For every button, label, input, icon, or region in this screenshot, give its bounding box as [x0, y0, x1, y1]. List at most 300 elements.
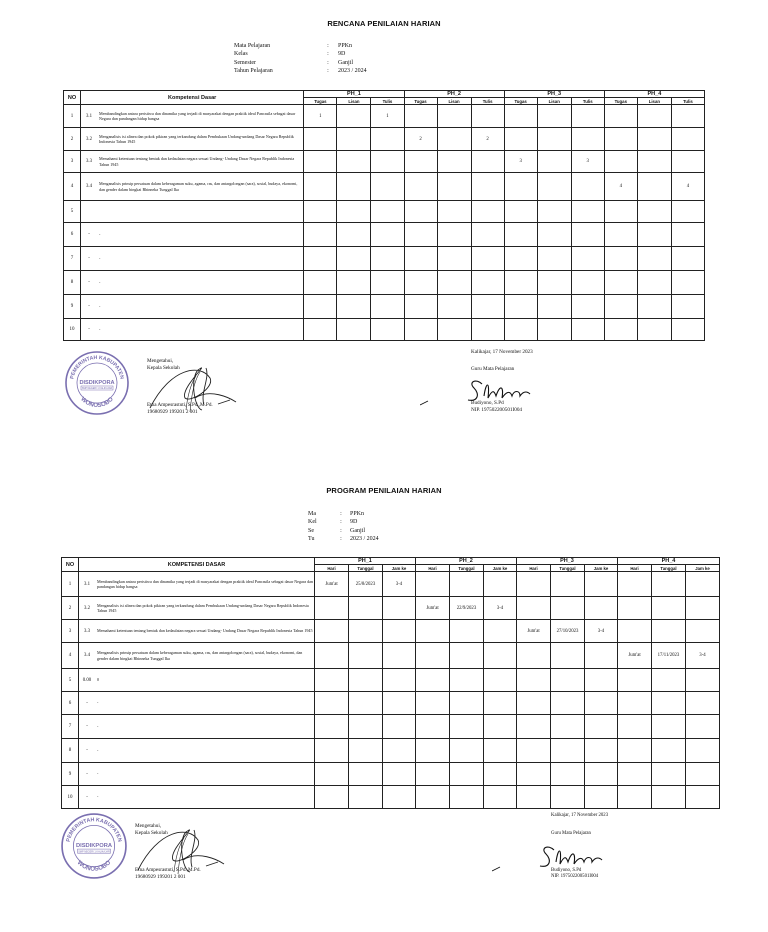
- score-cell: [404, 247, 437, 271]
- score-cell: [404, 173, 437, 201]
- kd-wrap: [81, 134, 303, 145]
- svg-text:PEMERINTAH KABUPATEN: PEMERINTAH KABUPATEN: [69, 354, 125, 380]
- table-row: [62, 572, 720, 597]
- col-subheader: Tulis: [671, 98, 704, 105]
- score-cell: [551, 597, 585, 620]
- kd-description: Memahami ketentuan tentang bentuk dan kedaulatan negara sesuai Undang- Undang Dasar Negara Republik Indonesia Tahun 1945: [97, 628, 313, 634]
- score-cell: [315, 643, 349, 669]
- score-cell: [337, 223, 371, 247]
- score-cell: 1: [304, 105, 337, 128]
- score-cell: [618, 739, 652, 763]
- score-cell: [571, 247, 604, 271]
- table-row: [64, 319, 705, 341]
- score-cell: [652, 763, 686, 786]
- left-signature-block: [147, 358, 213, 416]
- score-cell: [517, 786, 551, 809]
- score-cell: [537, 295, 571, 319]
- score-cell: [537, 151, 571, 173]
- header-row: [64, 91, 705, 98]
- score-cell: [604, 271, 637, 295]
- score-cell: [571, 271, 604, 295]
- col-header-kd: Kompetensi Dasar: [81, 91, 304, 105]
- score-cell: [450, 572, 484, 597]
- score-cell: [571, 173, 604, 201]
- kd-cell: [79, 739, 315, 763]
- kd-cell: [81, 201, 304, 223]
- score-cell: [349, 620, 383, 643]
- score-cell: [371, 173, 404, 201]
- score-cell: [484, 786, 517, 809]
- score-cell: [604, 295, 637, 319]
- score-cell: [349, 643, 383, 669]
- score-cell: [337, 105, 371, 128]
- svg-text:PEMERINTAH KABUPATEN: PEMERINTAH KABUPATEN: [65, 817, 123, 843]
- score-cell: [537, 247, 571, 271]
- table-row: [64, 128, 705, 151]
- kd-cell: [81, 223, 304, 247]
- score-cell: [315, 597, 349, 620]
- score-cell: [304, 173, 337, 201]
- score-cell: [618, 715, 652, 739]
- headmaster-name: Etna Ampesrastuti, S.Pd.,M.Pd.: [135, 867, 201, 873]
- score-cell: [686, 692, 720, 715]
- headmaster-nip: 19680929 199201 2 001: [147, 409, 198, 415]
- score-cell: [671, 105, 704, 128]
- row-number: 5: [64, 201, 81, 223]
- score-cell: [404, 319, 437, 341]
- row-number: 6: [62, 692, 79, 715]
- score-cell: [618, 669, 652, 692]
- col-header-kd: KOMPETENSI DASAR: [79, 558, 315, 572]
- kd-number: -: [86, 794, 88, 800]
- score-cell: [652, 786, 686, 809]
- score-cell: [304, 128, 337, 151]
- score-cell: [450, 786, 484, 809]
- score-cell: [537, 201, 571, 223]
- kd-number: 3.3: [84, 628, 90, 634]
- kd-number: -: [88, 256, 90, 261]
- kd-number: 3.3: [86, 159, 93, 164]
- score-cell: [637, 271, 671, 295]
- score-cell: [471, 105, 504, 128]
- kd-description: -: [99, 255, 101, 261]
- col-subheader: Hari: [315, 565, 349, 572]
- score-cell: [337, 271, 371, 295]
- place-date: Kalikajar, 17 November 2023: [471, 349, 533, 355]
- col-subheader: Tulis: [471, 98, 504, 105]
- score-cell: [618, 597, 652, 620]
- kd-wrap: [79, 677, 314, 682]
- col-subheader: Lisan: [537, 98, 571, 105]
- svg-text:DISDIKPORA: DISDIKPORA: [75, 843, 113, 850]
- row-number: 6: [64, 223, 81, 247]
- kd-wrap: [79, 794, 314, 799]
- col-subheader: Tulis: [371, 98, 404, 105]
- headmaster-nip: 19680929 199201 2 001: [135, 874, 186, 880]
- col-header-ph: PH_2: [416, 558, 517, 565]
- score-cell: [618, 763, 652, 786]
- score-cell: [337, 173, 371, 201]
- kd-number: 3.4: [86, 184, 93, 189]
- svg-text:SMP NEGERI 1 KALIKAJAR: SMP NEGERI 1 KALIKAJAR: [78, 850, 110, 854]
- score-cell: [537, 173, 571, 201]
- score-cell: [686, 739, 720, 763]
- col-subheader: Tanggal: [450, 565, 484, 572]
- row-number: 3: [62, 620, 79, 643]
- row-number: 7: [64, 247, 81, 271]
- score-cell: [416, 643, 450, 669]
- left-signature-block: [135, 823, 201, 881]
- score-cell: [383, 620, 416, 643]
- col-header-ph: PH_4: [604, 91, 704, 98]
- score-cell: 27/10/2023: [551, 620, 585, 643]
- svg-text:WONOSOBO: WONOSOBO: [75, 859, 113, 873]
- score-cell: [484, 692, 517, 715]
- kd-description: -: [99, 326, 101, 332]
- svg-text:SMP NEGERI 1 KALIKAJAR: SMP NEGERI 1 KALIKAJAR: [81, 387, 113, 391]
- score-cell: [537, 105, 571, 128]
- score-cell: [571, 319, 604, 341]
- teacher-nip: NIP. 197502200501I004: [471, 407, 523, 413]
- score-cell: 3: [571, 151, 604, 173]
- table-row: [64, 173, 705, 201]
- score-cell: [637, 295, 671, 319]
- score-cell: [604, 201, 637, 223]
- score-cell: [471, 271, 504, 295]
- table-row: [64, 271, 705, 295]
- row-number: 1: [62, 572, 79, 597]
- kd-wrap: [81, 156, 303, 167]
- score-cell: [471, 151, 504, 173]
- score-cell: [585, 715, 618, 739]
- score-cell: [416, 763, 450, 786]
- score-cell: 2: [471, 128, 504, 151]
- row-number: 8: [62, 739, 79, 763]
- score-cell: [517, 669, 551, 692]
- score-cell: [371, 247, 404, 271]
- score-cell: Jum'at: [618, 643, 652, 669]
- score-cell: [484, 620, 517, 643]
- score-cell: 3-4: [686, 643, 720, 669]
- score-cell: 17/11/2023: [652, 643, 686, 669]
- score-cell: [450, 669, 484, 692]
- score-cell: [671, 223, 704, 247]
- kd-wrap: [81, 280, 303, 285]
- table-row: [62, 643, 720, 669]
- kd-cell: [81, 151, 304, 173]
- score-cell: [371, 151, 404, 173]
- score-cell: [604, 319, 637, 341]
- info-row: Mata Pelajaran : PPKn: [234, 43, 353, 49]
- school-stamp: [64, 350, 130, 416]
- kd-cell: [79, 786, 315, 809]
- col-subheader: Hari: [517, 565, 551, 572]
- col-subheader: Tanggal: [652, 565, 686, 572]
- score-cell: [504, 128, 537, 151]
- kd-description: -: [97, 747, 99, 753]
- table-row: [64, 223, 705, 247]
- score-cell: [637, 247, 671, 271]
- score-cell: [517, 643, 551, 669]
- col-subheader: Jam ke: [585, 565, 618, 572]
- program-info-block: [308, 510, 379, 543]
- kd-wrap: [79, 650, 314, 661]
- known-label: Mengetahui,: [147, 358, 174, 364]
- score-cell: [551, 572, 585, 597]
- kd-cell: [79, 692, 315, 715]
- kd-cell: [79, 643, 315, 669]
- kd-wrap: [81, 327, 303, 332]
- kd-description: Menganalisis isi alinea dan pokok pikiran yang terkandung dalam Pembukaan Undang-undang Dasar Negara Republik Indonesia Tahun 1945: [97, 602, 309, 613]
- kd-number: -: [88, 280, 90, 285]
- score-cell: [404, 105, 437, 128]
- score-cell: [437, 151, 471, 173]
- program-table: [61, 557, 720, 809]
- row-number: 8: [64, 271, 81, 295]
- score-cell: [517, 572, 551, 597]
- score-cell: [371, 295, 404, 319]
- table-row: [62, 669, 720, 692]
- col-subheader: Tugas: [404, 98, 437, 105]
- score-cell: [337, 151, 371, 173]
- score-cell: [416, 620, 450, 643]
- score-cell: [551, 739, 585, 763]
- score-cell: [315, 620, 349, 643]
- score-cell: [315, 669, 349, 692]
- row-number: 7: [62, 715, 79, 739]
- score-cell: [604, 105, 637, 128]
- score-cell: [637, 319, 671, 341]
- score-cell: [450, 643, 484, 669]
- score-cell: [484, 715, 517, 739]
- score-cell: [671, 151, 704, 173]
- rencana-info-block: [234, 42, 367, 75]
- score-cell: [450, 620, 484, 643]
- score-cell: [504, 295, 537, 319]
- kd-number: -: [86, 748, 88, 753]
- score-cell: [484, 643, 517, 669]
- kd-description: -: [97, 700, 99, 706]
- score-cell: [304, 271, 337, 295]
- col-subheader: Tanggal: [349, 565, 383, 572]
- score-cell: [337, 247, 371, 271]
- score-cell: [537, 319, 571, 341]
- score-cell: [504, 105, 537, 128]
- table-row: [64, 151, 705, 173]
- table-row: [64, 201, 705, 223]
- score-cell: [437, 271, 471, 295]
- kd-cell: [79, 620, 315, 643]
- col-subheader: Jam ke: [484, 565, 517, 572]
- score-cell: [618, 692, 652, 715]
- table-row: [64, 247, 705, 271]
- score-cell: [517, 715, 551, 739]
- score-cell: [618, 620, 652, 643]
- stamp-seal-icon: [64, 350, 130, 416]
- row-number: 2: [62, 597, 79, 620]
- score-cell: [337, 295, 371, 319]
- score-cell: [315, 739, 349, 763]
- score-cell: [585, 597, 618, 620]
- score-cell: [471, 319, 504, 341]
- headmaster-role: Kepala Sekolah: [147, 365, 180, 371]
- row-number: 5: [62, 669, 79, 692]
- kd-description: 0: [97, 677, 100, 683]
- score-cell: [686, 669, 720, 692]
- score-cell: [637, 105, 671, 128]
- col-header-ph: PH_3: [504, 91, 604, 98]
- score-cell: [504, 247, 537, 271]
- score-cell: [404, 201, 437, 223]
- score-cell: [571, 295, 604, 319]
- kd-number: -: [86, 724, 88, 729]
- score-cell: 4: [604, 173, 637, 201]
- kd-wrap: [81, 111, 303, 122]
- score-cell: [471, 295, 504, 319]
- score-cell: [437, 128, 471, 151]
- score-cell: [517, 597, 551, 620]
- score-cell: [585, 763, 618, 786]
- row-number: 10: [62, 786, 79, 809]
- teacher-role: Guru Mata Pelajaran: [551, 831, 591, 837]
- col-subheader: Hari: [618, 565, 652, 572]
- score-cell: [551, 786, 585, 809]
- score-cell: [484, 763, 517, 786]
- kd-wrap: [79, 628, 314, 633]
- col-subheader: Lisan: [637, 98, 671, 105]
- score-cell: [504, 201, 537, 223]
- svg-text:WONOSOBO: WONOSOBO: [79, 396, 115, 410]
- score-cell: [371, 223, 404, 247]
- kd-cell: [79, 669, 315, 692]
- score-cell: [315, 786, 349, 809]
- kd-cell: [81, 173, 304, 201]
- score-cell: 1: [371, 105, 404, 128]
- score-cell: [637, 128, 671, 151]
- headmaster-name: Etna Ampesrastuti, S.Pd.,M.Pd.: [147, 402, 213, 408]
- score-cell: [437, 247, 471, 271]
- col-subheader: Lisan: [437, 98, 471, 105]
- score-cell: [383, 786, 416, 809]
- score-cell: [551, 643, 585, 669]
- score-cell: [517, 763, 551, 786]
- table-row: [64, 105, 705, 128]
- score-cell: [585, 739, 618, 763]
- kd-number: 3.2: [86, 136, 93, 142]
- score-cell: [671, 201, 704, 223]
- score-cell: [671, 319, 704, 341]
- kd-number: 3.1: [86, 113, 93, 119]
- kd-cell: [79, 763, 315, 786]
- info-row: Tahun Pelajaran : 2023 / 2024: [234, 67, 367, 74]
- svg-text:DISDIKPORA: DISDIKPORA: [79, 380, 115, 386]
- score-cell: [671, 271, 704, 295]
- score-cell: Jum'at: [416, 597, 450, 620]
- kd-wrap: [79, 724, 314, 729]
- score-cell: [585, 572, 618, 597]
- score-cell: [349, 597, 383, 620]
- headmaster-role: Kepala Sekolah: [135, 830, 168, 836]
- col-subheader: Lisan: [337, 98, 371, 105]
- col-subheader: Jam ke: [686, 565, 720, 572]
- score-cell: [637, 223, 671, 247]
- score-cell: [686, 620, 720, 643]
- score-cell: [450, 763, 484, 786]
- score-cell: [471, 201, 504, 223]
- score-cell: [571, 223, 604, 247]
- kd-wrap: [79, 700, 314, 705]
- table-row: [62, 715, 720, 739]
- kd-description: -: [97, 723, 99, 729]
- score-cell: [383, 763, 416, 786]
- info-row: Kelas : 9D: [234, 51, 346, 58]
- score-cell: 3-4: [585, 620, 618, 643]
- rencana-table: [63, 90, 705, 341]
- score-cell: [404, 295, 437, 319]
- table-row: [62, 692, 720, 715]
- score-cell: [416, 692, 450, 715]
- kd-description: -: [99, 279, 101, 285]
- row-number: 9: [62, 763, 79, 786]
- score-cell: [585, 669, 618, 692]
- kd-number: -: [88, 304, 90, 309]
- kd-cell: [79, 715, 315, 739]
- score-cell: [437, 173, 471, 201]
- score-cell: [383, 692, 416, 715]
- score-cell: [652, 620, 686, 643]
- score-cell: 3-4: [484, 597, 517, 620]
- score-cell: [652, 572, 686, 597]
- kd-wrap: [81, 181, 303, 192]
- score-cell: [315, 692, 349, 715]
- score-cell: [686, 572, 720, 597]
- score-cell: [371, 271, 404, 295]
- kd-description: -: [97, 794, 99, 800]
- score-cell: [416, 669, 450, 692]
- score-cell: [618, 572, 652, 597]
- score-cell: [349, 715, 383, 739]
- kd-description: Menganalisis isi alinea dan pokok pikiran yang terkandung dalam Pembukaan Undang-undang Dasar Negara Republik Indonesia Tahun 1945: [99, 133, 294, 144]
- score-cell: [604, 151, 637, 173]
- score-cell: [551, 763, 585, 786]
- score-cell: [604, 247, 637, 271]
- row-number: 4: [64, 173, 81, 201]
- score-cell: [517, 739, 551, 763]
- score-cell: [571, 201, 604, 223]
- score-cell: [437, 319, 471, 341]
- score-cell: [371, 128, 404, 151]
- score-cell: [304, 295, 337, 319]
- score-cell: [652, 715, 686, 739]
- score-cell: 3: [504, 151, 537, 173]
- kd-cell: [81, 128, 304, 151]
- kd-description: -: [99, 231, 101, 237]
- kd-wrap: [81, 304, 303, 309]
- col-subheader: Tanggal: [551, 565, 585, 572]
- kd-description: -: [97, 771, 99, 777]
- score-cell: [416, 786, 450, 809]
- score-cell: [585, 643, 618, 669]
- col-subheader: Tugas: [504, 98, 537, 105]
- score-cell: [304, 247, 337, 271]
- col-subheader: Hari: [416, 565, 450, 572]
- score-cell: [484, 572, 517, 597]
- kd-number: -: [86, 700, 88, 706]
- teacher-nip: NIP. 197502200501I004: [551, 874, 599, 880]
- score-cell: [416, 739, 450, 763]
- score-cell: [371, 319, 404, 341]
- info-row: Se : Ganjil: [308, 527, 365, 534]
